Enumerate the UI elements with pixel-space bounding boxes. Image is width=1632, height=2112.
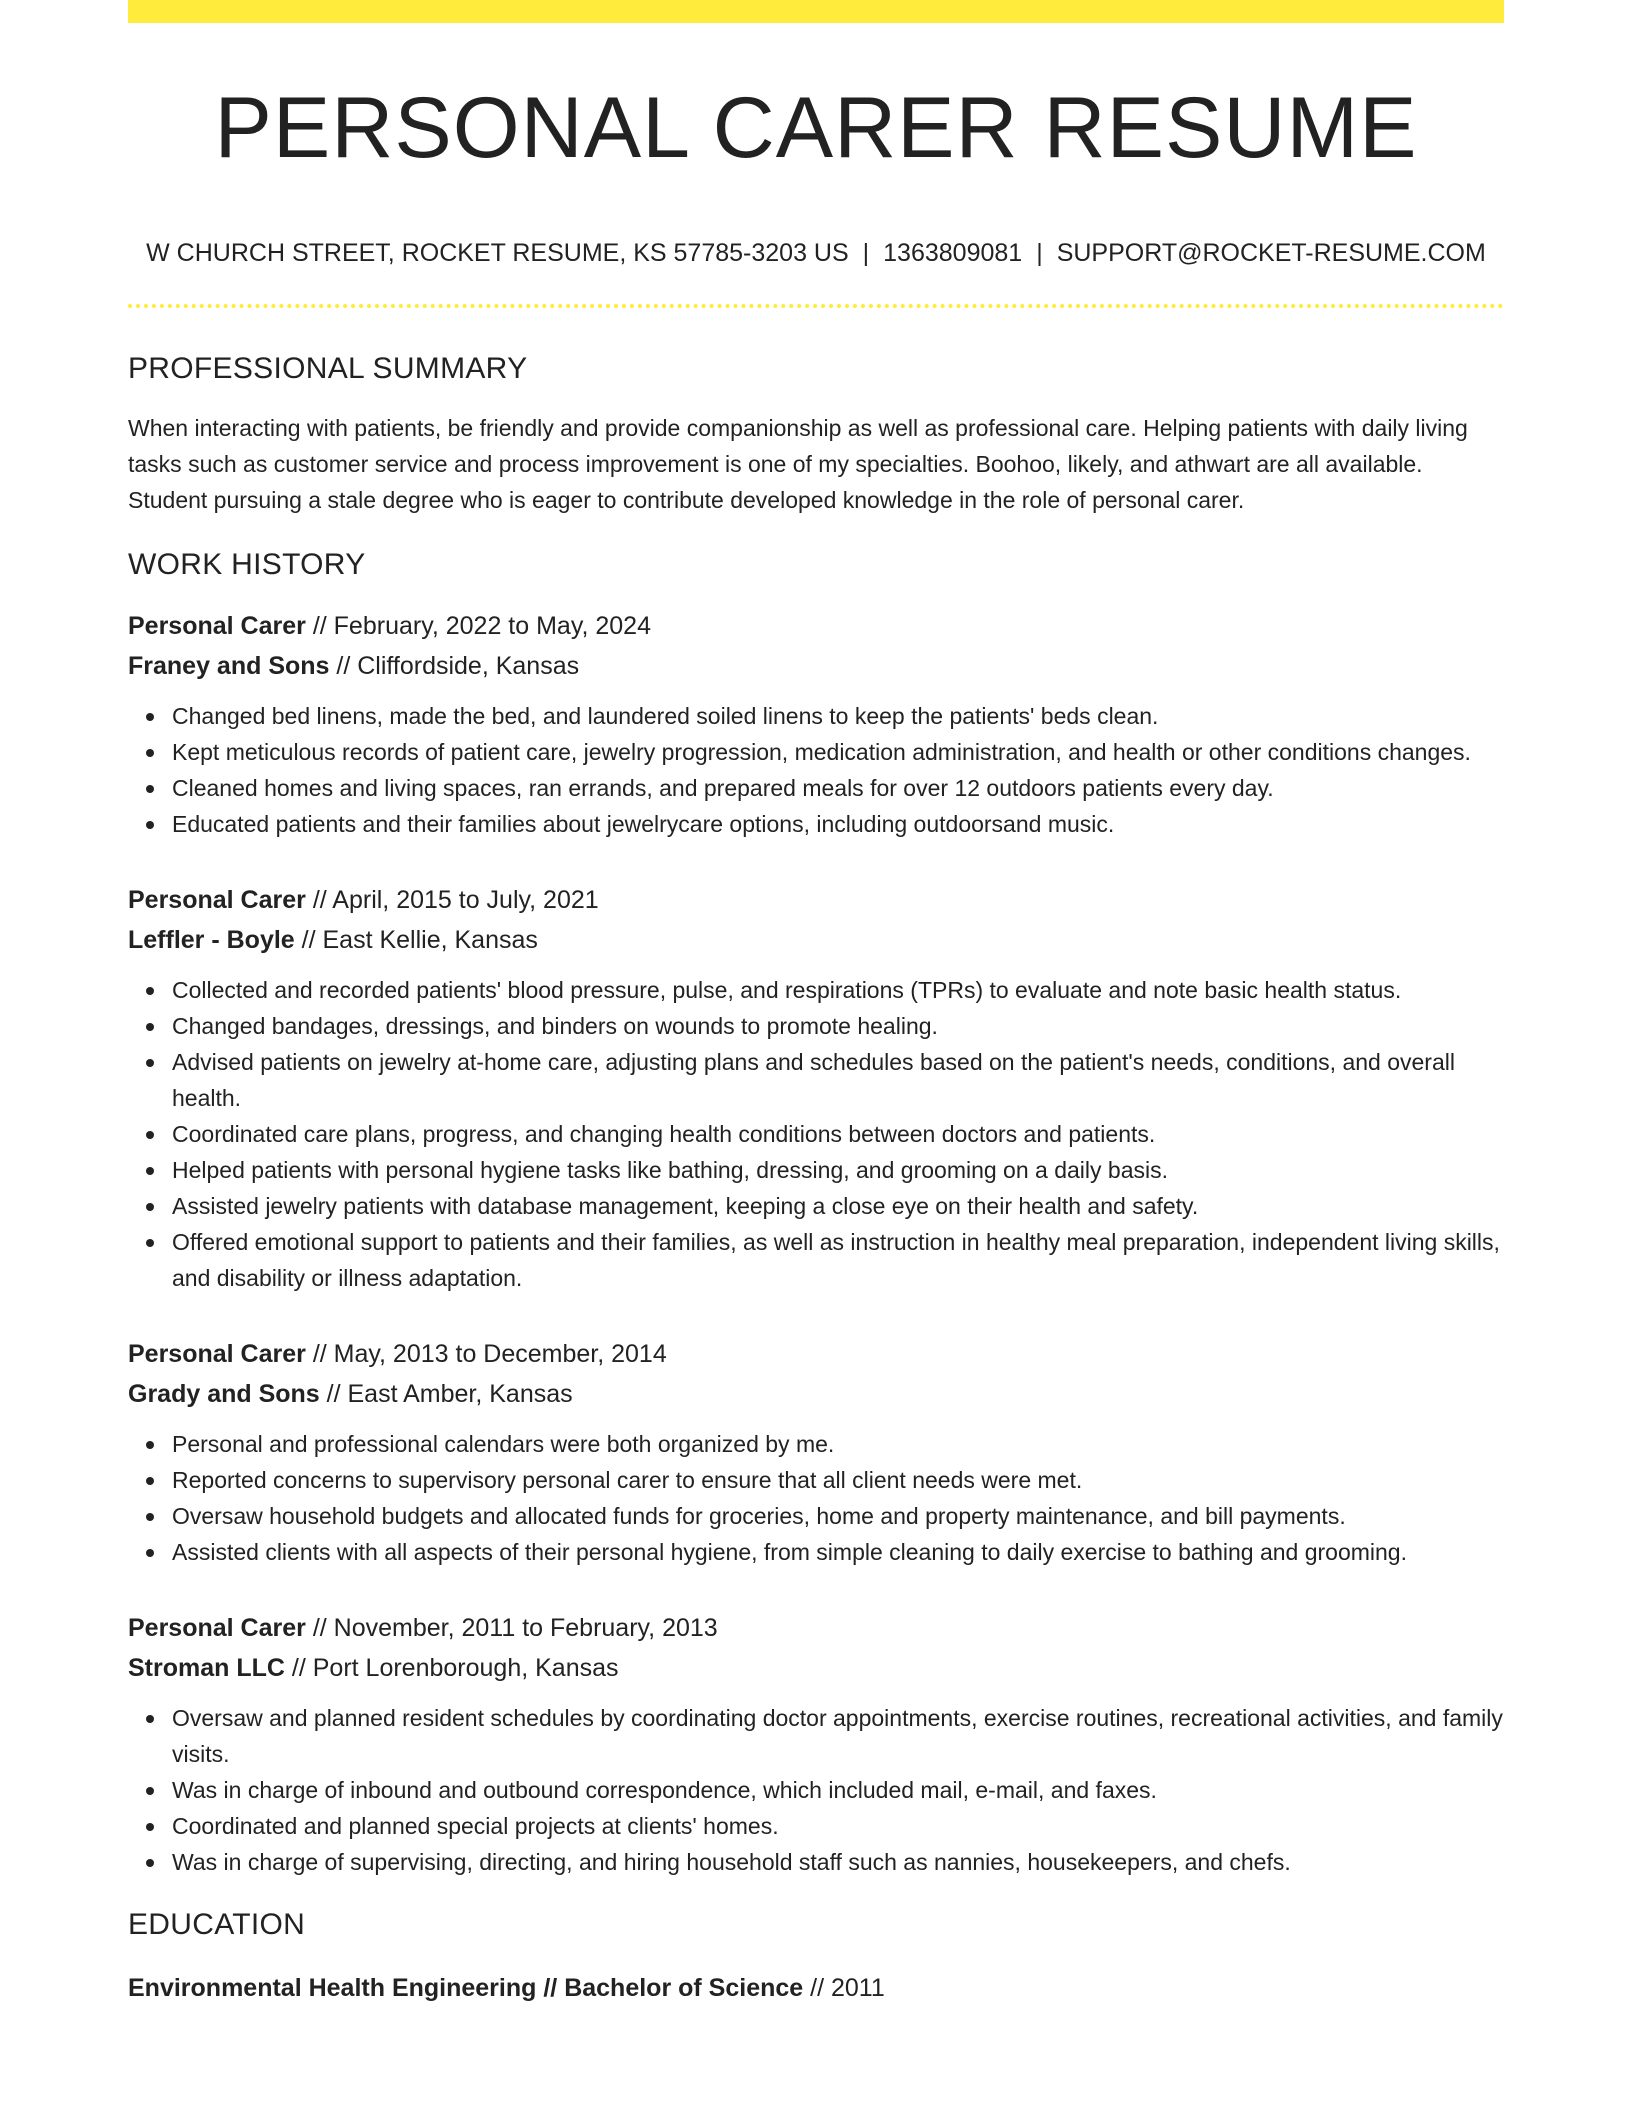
job-entry	[128, 606, 1504, 842]
job-entry	[128, 880, 1504, 1296]
job-company: Grady and Sons	[128, 1380, 320, 1408]
job-bullet: Reported concerns to supervisory personal carer to ensure that all client needs were met.	[172, 1462, 1504, 1498]
job-bullets	[128, 1426, 1504, 1570]
job-bullet: Personal and professional calendars were both organized by me.	[172, 1426, 1504, 1462]
job-location: // East Amber, Kansas	[326, 1380, 573, 1408]
job-company-line	[128, 1648, 1504, 1688]
accent-top-bar	[128, 0, 1504, 23]
job-entry	[128, 1608, 1504, 1880]
job-bullet: Was in charge of supervising, directing, and hiring household staff such as nannies, housekeepers, and chefs.	[172, 1844, 1504, 1880]
job-location: // Port Lorenborough, Kansas	[291, 1654, 619, 1682]
contact-address: W CHURCH STREET, ROCKET RESUME, KS 57785-3203 US	[146, 239, 849, 267]
job-bullet: Coordinated and planned special projects at clients' homes.	[172, 1808, 1504, 1844]
job-title: Personal Carer	[128, 886, 306, 914]
job-company-line	[128, 920, 1504, 960]
job-bullet: Coordinated care plans, progress, and changing health conditions between doctors and patients.	[172, 1116, 1504, 1152]
job-bullet: Oversaw household budgets and allocated funds for groceries, home and property maintenance, and bill payments.	[172, 1498, 1504, 1534]
contact-phone: 1363809081	[883, 239, 1023, 267]
job-dates: // November, 2011 to February, 2013	[312, 1614, 718, 1642]
job-bullet: Was in charge of inbound and outbound correspondence, which included mail, e-mail, and faxes.	[172, 1772, 1504, 1808]
job-bullet: Changed bed linens, made the bed, and laundered soiled linens to keep the patients' beds clean.	[172, 698, 1504, 734]
contact-separator: |	[862, 239, 870, 267]
job-dates: // April, 2015 to July, 2021	[312, 886, 599, 914]
job-bullet: Assisted jewelry patients with database management, keeping a close eye on their health and safety.	[172, 1188, 1504, 1224]
work-history-heading: WORK HISTORY	[128, 548, 366, 581]
education-heading: EDUCATION	[128, 1908, 306, 1941]
job-title-line	[128, 880, 1504, 920]
education-year: // 2011	[810, 1974, 885, 2002]
resume-title: PERSONAL CARER RESUME	[214, 80, 1418, 176]
job-bullet: Cleaned homes and living spaces, ran errands, and prepared meals for over 12 outdoors patients every day.	[172, 770, 1504, 806]
job-location: // East Kellie, Kansas	[301, 926, 538, 954]
job-bullet: Helped patients with personal hygiene tasks like bathing, dressing, and grooming on a daily basis.	[172, 1152, 1504, 1188]
contact-email[interactable]: SUPPORT@ROCKET-RESUME.COM	[1056, 239, 1486, 267]
resume-content	[128, 0, 1504, 2008]
job-bullet: Kept meticulous records of patient care, jewelry progression, medication administration, and health or other conditions changes.	[172, 734, 1504, 770]
education-field: Environmental Health Engineering	[128, 1974, 537, 2002]
contact-line	[128, 239, 1504, 268]
job-location: // Cliffordside, Kansas	[336, 652, 580, 680]
job-bullet: Changed bandages, dressings, and binders on wounds to promote healing.	[172, 1008, 1504, 1044]
job-bullets	[128, 1700, 1504, 1880]
job-title: Personal Carer	[128, 1614, 306, 1642]
job-dates: // February, 2022 to May, 2024	[312, 612, 651, 640]
summary-heading: PROFESSIONAL SUMMARY	[128, 352, 528, 385]
job-bullet: Advised patients on jewelry at-home care, adjusting plans and schedules based on the patient's needs, conditions, and overall health.	[172, 1044, 1504, 1116]
summary-text: When interacting with patients, be friendly and provide companionship as well as professional care. Helping patients with daily living tasks such as customer service and process improvement is one of my specialties. Boohoo, likely, and athwart are all available. Student pursuing a stale degree who is eager to contribute developed knowledge in the role of personal carer.	[128, 415, 1468, 513]
job-title-line	[128, 606, 1504, 646]
job-entry	[128, 1334, 1504, 1570]
education-degree: // Bachelor of Science	[543, 1974, 804, 2002]
work-history-list	[128, 606, 1504, 1880]
contact-separator: |	[1036, 239, 1043, 267]
dotted-divider	[128, 304, 1504, 308]
job-dates: // May, 2013 to December, 2014	[312, 1340, 667, 1368]
job-bullet: Assisted clients with all aspects of their personal hygiene, from simple cleaning to daily exercise to bathing and grooming.	[172, 1534, 1504, 1570]
education-entry	[128, 1968, 1504, 2008]
job-company: Stroman LLC	[128, 1654, 285, 1682]
job-bullet: Offered emotional support to patients and their families, as well as instruction in healthy meal preparation, independent living skills, and disability or illness adaptation.	[172, 1224, 1504, 1296]
job-bullet: Educated patients and their families about jewelrycare options, including outdoorsand music.	[172, 806, 1504, 842]
job-company-line	[128, 646, 1504, 686]
job-title: Personal Carer	[128, 612, 306, 640]
job-title: Personal Carer	[128, 1340, 306, 1368]
job-company: Franey and Sons	[128, 652, 330, 680]
job-company-line	[128, 1374, 1504, 1414]
job-bullet: Collected and recorded patients' blood pressure, pulse, and respirations (TPRs) to evaluate and note basic health status.	[172, 972, 1504, 1008]
job-title-line	[128, 1608, 1504, 1648]
job-title-line	[128, 1334, 1504, 1374]
job-bullets	[128, 972, 1504, 1296]
job-company: Leffler - Boyle	[128, 926, 295, 954]
job-bullet: Oversaw and planned resident schedules by coordinating doctor appointments, exercise routines, recreational activities, and family visits.	[172, 1700, 1504, 1772]
job-bullets	[128, 698, 1504, 842]
